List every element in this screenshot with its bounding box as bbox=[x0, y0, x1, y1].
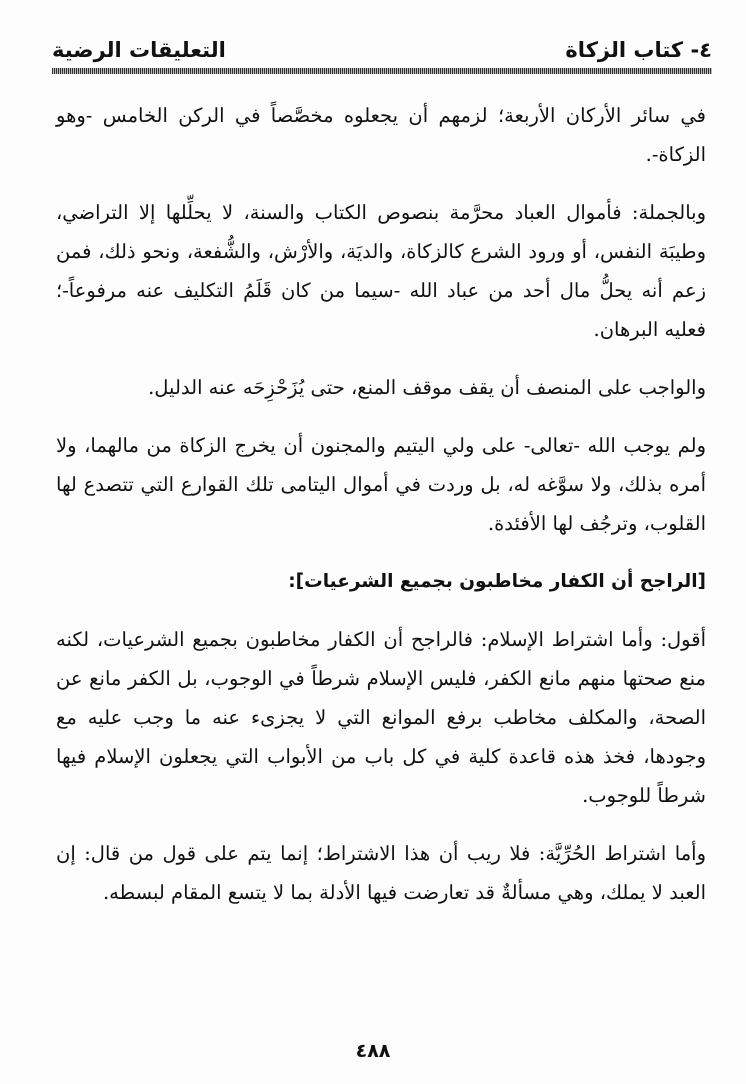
paragraph: والواجب على المنصف أن يقف موقف المنع، حتى يُزَحْزِحَه عنه الدليل. bbox=[148, 376, 706, 399]
paragraph: وأما اشتراط الحُرِّيَّة: فلا ريب أن هذا الاشتراط؛ إنما يتم على قول من قال: إن العبد لا يملك، وهي مسألةٌ قد تعارضت فيها الأدلة بما لا يتسع المقام لبسطه. bbox=[56, 842, 706, 904]
page-body bbox=[56, 96, 706, 931]
paragraph: وبالجملة: فأموال العباد محرَّمة بنصوص الكتاب والسنة، لا يحلِّلها إلا التراضي، وطيبَة النفس، أو ورود الشرع كالزكاة، والديَة، والأرْش، والشُّفعة، ونحو ذلك، فمن زعم أنه يحلُّ مال أحد من عباد الله -سيما من كان قَلَمُ التكليف عنه مرفوعاً-؛ فعليه البرهان. bbox=[56, 201, 706, 341]
header-divider bbox=[52, 68, 712, 74]
paragraph: ولم يوجب الله -تعالى- على ولي اليتيم والمجنون أن يخرج الزكاة من مالهما، ولا أمره بذلك، ولا سوَّغه له، بل وردت في أموال اليتامى تلك القوارع التي تتصدع لها القلوب، وترجُف لها الأفئدة. bbox=[56, 434, 706, 535]
book-title: التعليقات الرضية bbox=[52, 38, 226, 62]
running-header bbox=[52, 34, 712, 66]
chapter-title: ٤- كتاب الزكاة bbox=[565, 38, 712, 62]
section-heading: [الراجح أن الكفار مخاطبون بجميع الشرعيات]: bbox=[288, 571, 706, 592]
page-number: ٤٨٨ bbox=[355, 1040, 391, 1062]
paragraph: أقول: وأما اشتراط الإسلام: فالراجح أن الكفار مخاطبون بجميع الشرعيات، لكنه منع صحتها منهم مانع الكفر، فليس الإسلام شرطاً في الوجوب، بل الكفر مانع عن الصحة، والمكلف مخاطب برفع الموانع التي لا يجزىء عنه ما وجب عليه مع وجودها، فخذ هذه قاعدة كلية في كل باب من الأبواب التي يجعلون الإسلام فيها شرطاً للوجوب. bbox=[56, 628, 706, 807]
paragraph: في سائر الأركان الأربعة؛ لزمهم أن يجعلوه مخصَّصاً في الركن الخامس -وهو الزكاة-. bbox=[56, 104, 706, 166]
